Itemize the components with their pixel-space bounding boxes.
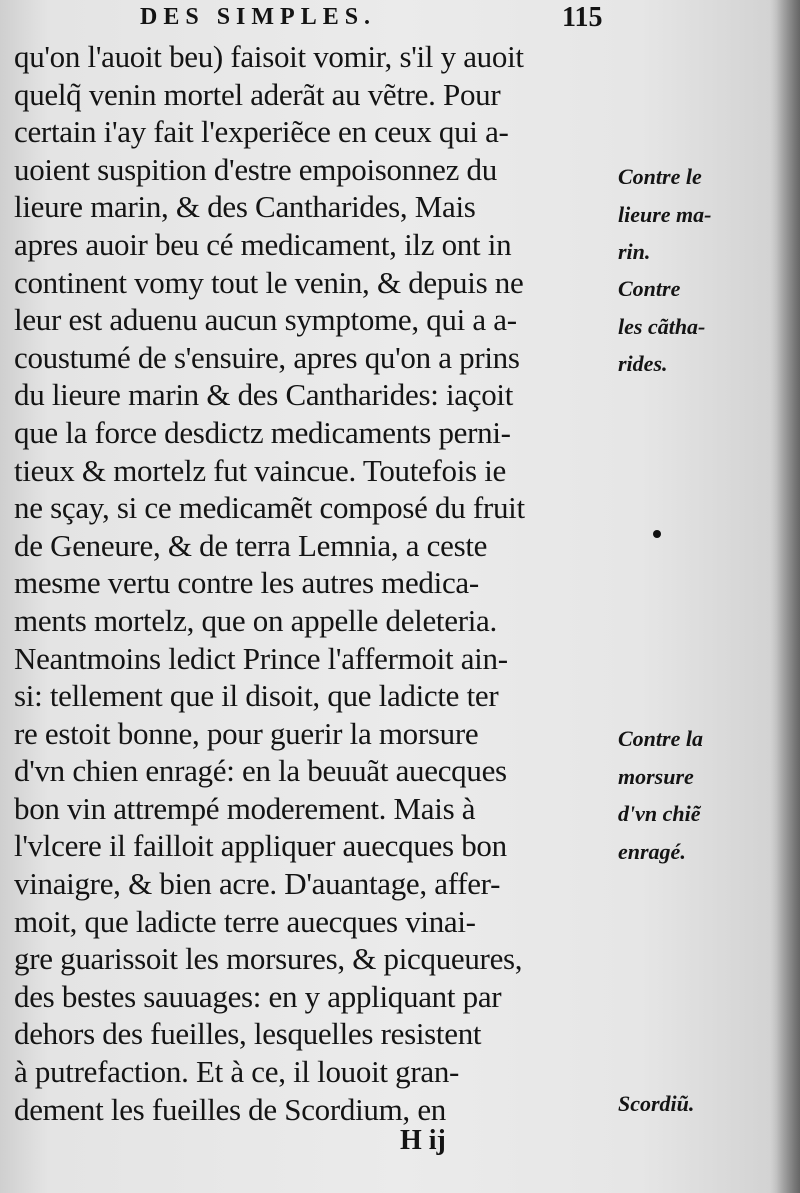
marginal-note bbox=[618, 1085, 793, 1123]
text-line: Neantmoins ledict Prince l'affermoit ain- bbox=[14, 640, 508, 676]
text-line: vinaigre, & bien acre. D'auantage, affer- bbox=[14, 866, 501, 902]
marginal-note-line: morsure bbox=[618, 763, 694, 789]
text-line: quelq̃ venin mortel aderãt au vẽtre. Pour bbox=[14, 76, 501, 112]
text-line: moit, que ladicte terre auecques vinai- bbox=[14, 903, 476, 939]
marginal-note-line: enragé. bbox=[618, 838, 686, 864]
running-title: DES SIMPLES. bbox=[140, 4, 377, 30]
marginal-note-line: Contre bbox=[618, 276, 681, 301]
page-number: 115 bbox=[562, 2, 603, 33]
body-text bbox=[14, 38, 614, 1128]
marginal-note-line: les cãtha- bbox=[618, 313, 706, 339]
text-line: coustumé de s'ensuire, apres qu'on a prins bbox=[14, 339, 520, 375]
marginal-note bbox=[618, 720, 793, 870]
text-line: certain i'ay fait l'experiẽce en ceux qui a- bbox=[14, 114, 509, 150]
text-line: mesme vertu contre les autres medica- bbox=[14, 565, 479, 601]
text-line: bon vin attrempé moderement. Mais à bbox=[14, 790, 476, 826]
signature-mark: H ij bbox=[400, 1125, 446, 1156]
ink-dot bbox=[653, 530, 661, 538]
text-line: ments mortelz, que on appelle deleteria. bbox=[14, 602, 497, 638]
text-line: que la force desdictz medicaments perni- bbox=[14, 414, 511, 450]
marginal-note-line: rides. bbox=[618, 351, 668, 377]
text-line: leur est aduenu aucun symptome, qui a a- bbox=[14, 302, 517, 338]
text-line: qu'on l'auoit beu) faisoit vomir, s'il y auoit bbox=[14, 39, 524, 74]
marginal-note-line: Scordiũ. bbox=[618, 1091, 695, 1116]
text-line: à putrefaction. Et à ce, il louoit gran- bbox=[14, 1054, 460, 1090]
text-line: uoient suspition d'estre empoisonnez du bbox=[14, 151, 497, 187]
text-line: apres auoir beu cé medicament, ilz ont in bbox=[14, 226, 512, 262]
running-head bbox=[0, 4, 800, 40]
text-line: des bestes sauuages: en y appliquant par bbox=[14, 978, 502, 1014]
text-line: re estoit bonne, pour guerir la morsure bbox=[14, 715, 479, 751]
text-line: de Geneure, & de terra Lemnia, a ceste bbox=[14, 527, 488, 563]
text-line: tieux & mortelz fut vaincue. Toutefois ie bbox=[14, 452, 507, 488]
text-line: continent vomy tout le venin, & depuis ne bbox=[14, 264, 524, 300]
marginal-note-line: Contre le bbox=[618, 164, 702, 189]
marginal-note-line: d'vn chiẽ bbox=[618, 801, 701, 827]
marginal-note-line: lieure ma- bbox=[618, 201, 712, 227]
text-line: dement les fueilles de Scordium, en bbox=[14, 1091, 446, 1127]
text-line: lieure marin, & des Cantharides, Mais bbox=[14, 189, 476, 225]
text-line: gre guarissoit les morsures, & picqueures, bbox=[14, 941, 523, 977]
marginal-note bbox=[618, 158, 793, 271]
marginal-note bbox=[618, 270, 793, 383]
marginal-note-line: rin. bbox=[618, 239, 651, 265]
text-line: l'vlcere il failloit appliquer auecques bon bbox=[14, 828, 507, 864]
text-line: si: tellement que il disoit, que ladicte ter bbox=[14, 678, 499, 714]
marginal-note-line: Contre la bbox=[618, 726, 703, 751]
text-line: d'vn chien enragé: en la beuuãt auecques bbox=[14, 753, 507, 789]
text-line: dehors des fueilles, lesquelles resistent bbox=[14, 1016, 482, 1052]
text-line: du lieure marin & des Cantharides: iaçoit bbox=[14, 377, 514, 413]
text-line: ne sçay, si ce medicamẽt composé du fruit bbox=[14, 490, 525, 526]
